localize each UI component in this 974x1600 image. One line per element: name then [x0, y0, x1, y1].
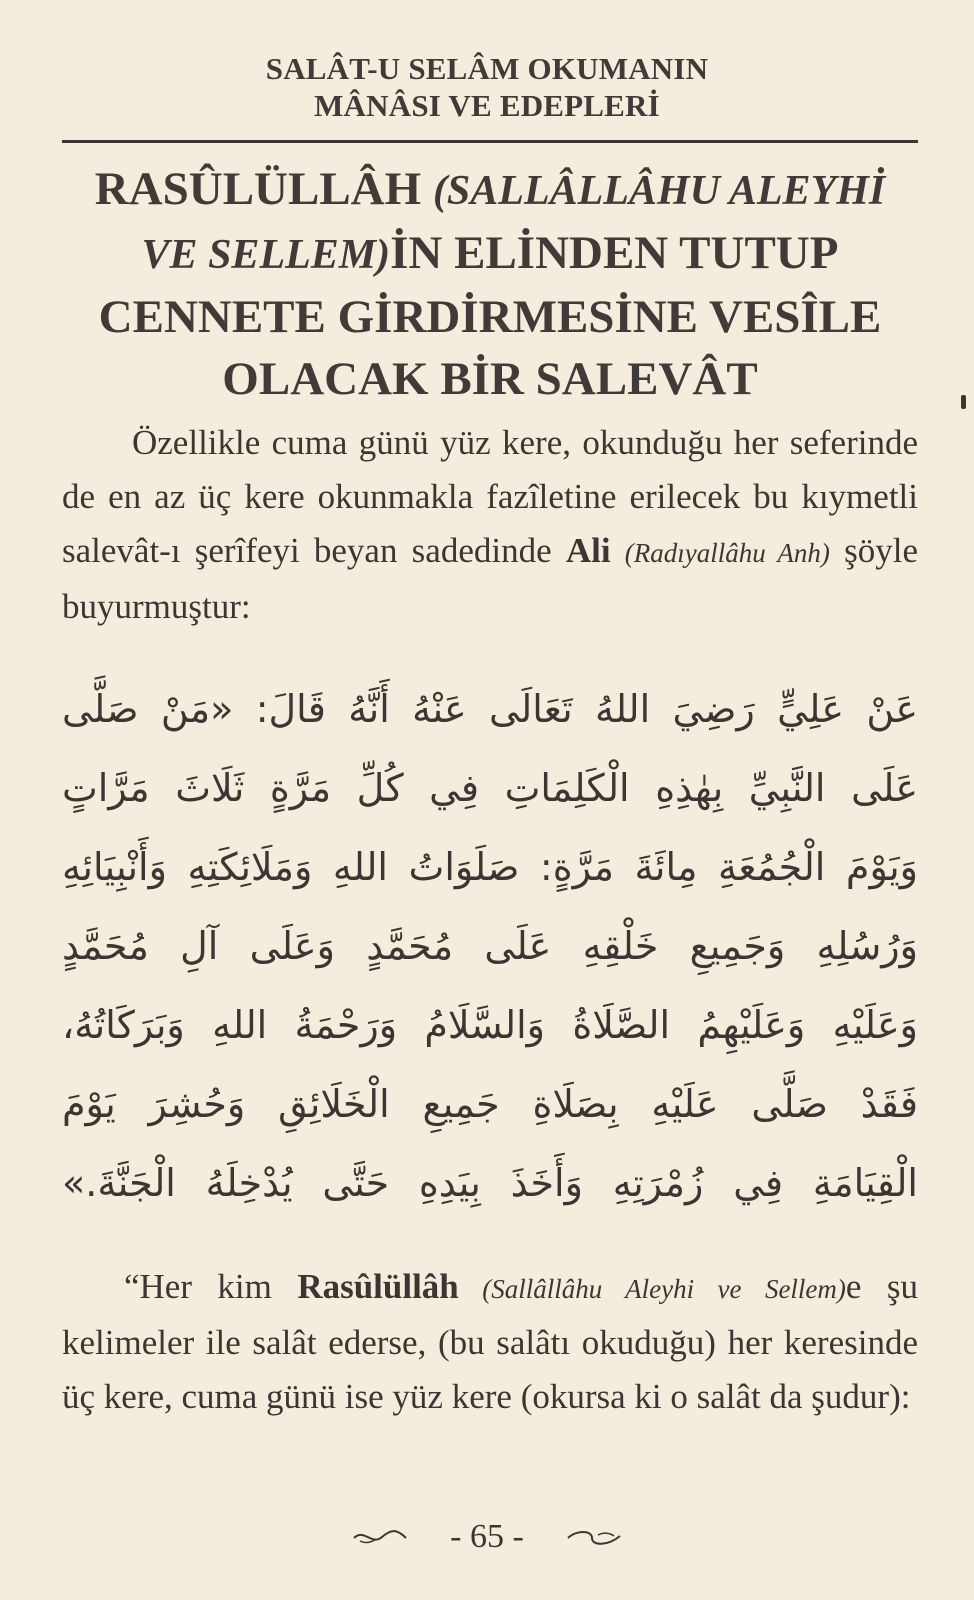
running-head-line-1: SALÂT-U SELÂM OKUMANIN [265, 51, 709, 86]
arabic-line: وَعَلَيْهِ وَعَلَيْهِمُ الصَّلَاةُ وَالسَّلَامُ وَرَحْمَةُ اللهِ وَبَرَكَاتُهُ، [62, 1003, 918, 1047]
header-rule [62, 140, 918, 143]
page-edge-mark [961, 395, 966, 409]
intro-honorific: (Radıyallâhu Anh) [624, 538, 830, 568]
chapter-title [62, 158, 918, 410]
intro-paragraph [62, 416, 918, 634]
chapter-title-part-2: İN ELİNDEN TUTUP CENNETE GİRDİRMESİNE VESÎLE OLACAK BİR SALEVÂT [98, 227, 882, 405]
translation-paragraph [62, 1260, 918, 1424]
chapter-title-honorific: (SALLÂLLÂHU ALEYHİ VE SELLEM) [141, 168, 886, 278]
page-footer [0, 1518, 974, 1556]
chapter-title-part-1: RASÛLÜLLÂH [94, 163, 433, 215]
ornament-right-icon [564, 1526, 624, 1548]
running-head [0, 50, 974, 124]
running-head-line-2: MÂNÂSI VE EDEPLERİ [314, 88, 660, 123]
intro-text-before: Özellikle cuma günü yüz kere, okunduğu her seferinde de en az üç kere okunmakla fazîletine erilecek bu kıymetli salevât-ı şerîfeyi beyan sadedinde [62, 423, 918, 570]
translation-honorific: (Sallâllâhu Aleyhi ve Sellem) [458, 1274, 846, 1304]
intro-name-ali: Ali [565, 531, 611, 570]
arabic-line: وَيَوْمَ الْجُمُعَةِ مِائَةَ مَرَّةٍ: صَلَوَاتُ اللهِ وَمَلَائِكَتِهِ وَأَنْبِيَائِهِ [62, 845, 918, 889]
ornament-left-icon [350, 1526, 410, 1548]
arabic-line: وَرُسُلِهِ وَجَمِيعِ خَلْقِهِ عَلَى مُحَمَّدٍ وَعَلَى آلِ مُحَمَّدٍ [62, 924, 918, 968]
intro-text-after: şöyle buyurmuştur: [62, 531, 918, 626]
arabic-line: فَقَدْ صَلَّى عَلَيْهِ بِصَلَاةِ جَمِيعِ الْخَلَائِقِ وَحُشِرَ يَوْمَ [62, 1082, 918, 1126]
arabic-line: عَلَى النَّبِيِّ بِهٰذِهِ الْكَلِمَاتِ فِي كُلِّ مَرَّةٍ ثَلَاثَ مَرَّاتٍ [62, 766, 918, 810]
translation-text-after: e şu kelimeler ile salât ederse, (bu salâtı okuduğu) her keresinde üç kere, cuma günü ise yüz kere (okursa ki o salât da şudur): [62, 1267, 918, 1416]
arabic-hadith-text [62, 670, 918, 1223]
page-number: - 65 - [450, 1518, 524, 1555]
arabic-line: عَنْ عَلِيٍّ رَضِيَ اللهُ تَعَالَى عَنْهُ أَنَّهُ قَالَ: «مَنْ صَلَّى [62, 687, 918, 731]
arabic-line: الْقِيَامَةِ فِي زُمْرَتِهِ وَأَخَذَ بِيَدِهِ حَتَّى يُدْخِلَهُ الْجَنَّةَ.» [62, 1161, 918, 1205]
translation-text-before: “Her kim [124, 1267, 298, 1306]
translation-name-rasulullah: Rasûlüllâh [297, 1267, 459, 1306]
